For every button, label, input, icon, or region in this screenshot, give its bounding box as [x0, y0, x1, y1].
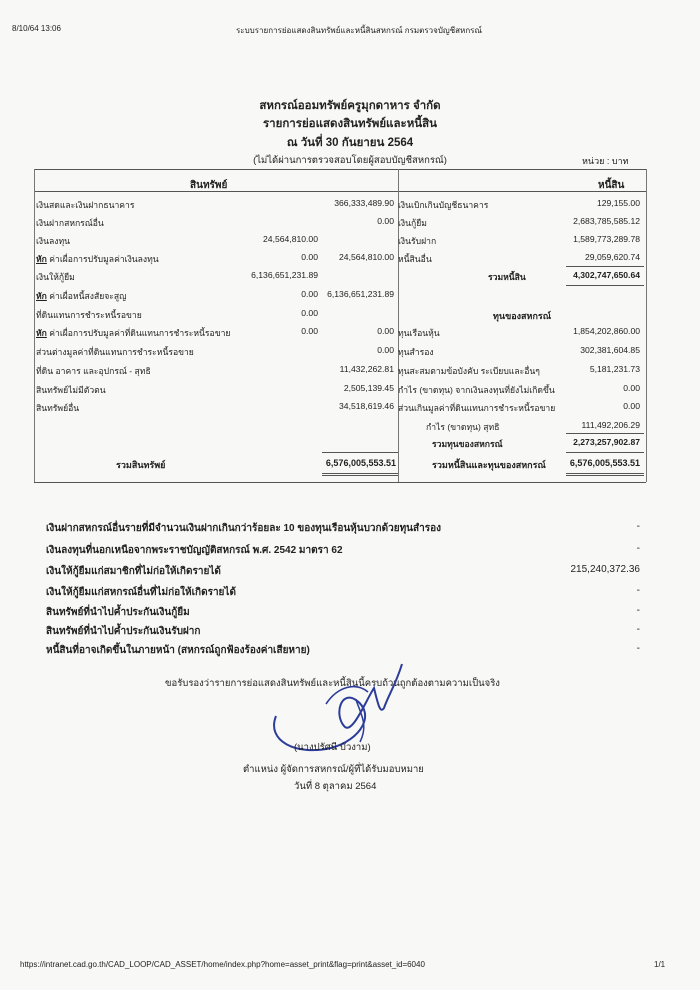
footnote-row: [46, 543, 640, 559]
footnote-value: -: [636, 605, 640, 616]
equity-row: [0, 420, 700, 434]
total-assets-rule: [322, 452, 398, 453]
grand-total-underline: [566, 473, 644, 474]
asset-label: ค่าเผื่อการปรับมูลค่าที่ดินแทนการชำระหนี้รอขาย: [46, 328, 231, 338]
equity-row: [0, 383, 700, 397]
total-equity-value: 2,273,257,902.87: [573, 437, 640, 447]
asset-label: เงินฝากสหกรณ์อื่น: [36, 218, 104, 228]
total-liab-equity-value: 6,576,005,553.51: [569, 458, 640, 468]
equity-row: [0, 401, 700, 415]
asset-label: ค่าเผื่อการปรับมูลค่าเงินลงทุน: [46, 254, 159, 264]
table-bottom-rule: [34, 482, 646, 483]
total-liabilities-rule: [566, 266, 644, 267]
liability-label: เงินกู้ยืม: [398, 218, 427, 228]
certification-statement: ขอรับรองว่ารายการย่อแสดงสินทรัพย์และหนี้สินนี้ครบถ้วนถูกต้องตามความเป็นจริง: [165, 678, 500, 689]
footnote-row: [46, 564, 640, 580]
asset-amount: 6,136,651,231.89: [251, 270, 318, 280]
footnote-label: สินทรัพย์ที่นำไปค้ำประกันเงินกู้ยืม: [46, 607, 190, 618]
asset-label: สินทรัพย์ไม่มีตัวตน: [36, 385, 106, 395]
footnote-label: เงินฝากสหกรณ์อื่นรายที่มีจำนวนเงินฝากเกินกว่าร้อยละ 10 ของทุนเรือนหุ้นบวกด้วยทุนสำรอง: [46, 523, 441, 534]
liability-row: [0, 216, 700, 230]
equity-label: กำไร (ขาดทุน) สุทธิ: [426, 422, 500, 432]
footnote-value: -: [636, 643, 640, 654]
deduct-prefix: หัก: [36, 254, 47, 264]
liability-row: [0, 252, 700, 266]
asset-label: ที่ดิน อาคาร และอุปกรณ์ - สุทธิ: [36, 366, 151, 376]
equity-label: ทุนสำรอง: [398, 347, 434, 357]
asset-label: เงินสดและเงินฝากธนาคาร: [36, 200, 135, 210]
asset-label: เงินลงทุน: [36, 236, 71, 246]
unit-label: หน่วย : บาท: [582, 156, 629, 166]
page-number: 1/1: [654, 960, 666, 969]
asset-total: 11,432,262.81: [339, 364, 394, 374]
total-assets-value: 6,576,005,553.51: [325, 458, 396, 468]
liabilities-heading: หนี้สิน: [598, 180, 625, 191]
asset-total: 0.00: [377, 216, 394, 226]
equity-row: [0, 345, 700, 359]
equity-total: 0.00: [623, 401, 640, 411]
equity-total: 302,381,604.85: [580, 345, 640, 355]
footnote-value: -: [636, 585, 640, 596]
equity-total: 111,492,206.29: [581, 420, 640, 430]
equity-label: ทุนเรือนหุ้น: [398, 328, 440, 338]
audit-note: (ไม่ได้ผ่านการตรวจสอบโดยผู้สอบบัญชีสหกรณ์): [253, 155, 447, 166]
total-equity-row: [0, 437, 700, 451]
report-title: รายการย่อแสดงสินทรัพย์และหนี้สิน: [262, 118, 438, 130]
asset-amount: 0.00: [301, 308, 318, 318]
equity-row: [0, 326, 700, 340]
total-assets-double-underline: [322, 475, 398, 476]
liability-total: 2,683,785,585.12: [573, 216, 640, 226]
liability-total: 129,155.00: [596, 198, 640, 208]
asset-row: [0, 308, 700, 322]
asset-amount: 0.00: [301, 252, 318, 262]
footnote-label: หนี้สินที่อาจเกิดขึ้นในภายหน้า (สหกรณ์ถูกฟ้องร้องค่าเสียหาย): [46, 645, 310, 656]
print-url: https://intranet.cad.go.th/CAD_LOOP/CAD_ASSET/home/index.php?home=asset_print&flag=print&asset_id=6040: [20, 960, 425, 969]
equity-total: 0.00: [623, 383, 640, 393]
asset-label: ส่วนต่างมูลค่าที่ดินแทนการชำระหนี้รอขาย: [36, 347, 194, 357]
footnote-value: -: [636, 543, 640, 554]
liability-total: 29,059,620.74: [585, 252, 640, 262]
asset-amount: 24,564,810.00: [263, 234, 318, 244]
liability-label: เงินเบิกเกินบัญชีธนาคาร: [398, 200, 489, 210]
grand-total-rule: [566, 452, 644, 453]
assets-heading: สินทรัพย์: [190, 180, 228, 191]
asset-total: 34,518,619.46: [339, 401, 394, 411]
report-date: ณ วันที่ 30 กันยายน 2564: [286, 137, 414, 149]
table-header-rule: [34, 191, 646, 192]
table-top-rule: [34, 169, 646, 170]
footnote-value: 215,240,372.36: [570, 564, 640, 575]
liability-total: 1,589,773,289.78: [573, 234, 640, 244]
footnote-row: [46, 585, 640, 601]
footnote-label: เงินให้กู้ยืมแก่สหกรณ์อื่นที่ไม่ก่อให้เกิดรายได้: [46, 587, 236, 598]
equity-label: กำไร (ขาดทุน) จากเงินลงทุนที่ยังไม่เกิดขึ้น: [398, 385, 555, 395]
deduct-prefix: หัก: [36, 328, 47, 338]
liability-label: หนี้สินอื่น: [398, 254, 432, 264]
total-liabilities-row: [0, 270, 700, 284]
equity-heading: ทุนของสหกรณ์: [493, 311, 552, 321]
equity-label: ทุนสะสมตามข้อบังคับ ระเบียบและอื่นๆ: [398, 366, 540, 376]
liability-row: [0, 234, 700, 248]
total-equity-rule: [566, 433, 644, 434]
signature-date: วันที่ 8 ตุลาคม 2564: [294, 781, 377, 792]
total-liabilities-value: 4,302,747,650.64: [573, 270, 640, 280]
asset-total: 0.00: [377, 345, 394, 355]
footnote-label: เงินให้กู้ยืมแก่สมาชิกที่ไม่ก่อให้เกิดรายได้: [46, 566, 221, 577]
footnote-label: สินทรัพย์ที่นำไปค้ำประกันเงินรับฝาก: [46, 626, 201, 637]
asset-total: 0.00: [377, 326, 394, 336]
asset-amount: 0.00: [301, 289, 318, 299]
grand-total-double-underline: [566, 475, 644, 476]
coop-name: สหกรณ์ออมทรัพย์ครูมุกดาหาร จำกัด: [259, 100, 441, 112]
equity-total: 1,854,202,860.00: [573, 326, 640, 336]
asset-total: 6,136,651,231.89: [327, 289, 394, 299]
asset-total: 366,333,489.90: [334, 198, 394, 208]
footnote-label: เงินลงทุนที่นอกเหนือจากพระราชบัญญัติสหกรณ์ พ.ศ. 2542 มาตรา 62: [46, 545, 343, 556]
signer-name: (นางปรัศนี บัวงาม): [294, 742, 371, 753]
equity-label: ส่วนเกินมูลค่าที่ดินแทนการชำระหนี้รอขาย: [398, 403, 556, 413]
total-assets-underline: [322, 473, 398, 474]
asset-label: ที่ดินแทนการชำระหนี้รอขาย: [36, 310, 142, 320]
footnote-row: [46, 624, 640, 640]
asset-label: ค่าเผื่อหนี้สงสัยจะสูญ: [46, 291, 127, 301]
asset-label: เงินให้กู้ยืม: [36, 272, 75, 282]
system-title: ระบบรายการย่อแสดงสินทรัพย์และหนี้สินสหกรณ์ กรมตรวจบัญชีสหกรณ์: [236, 26, 482, 35]
liability-row: [0, 198, 700, 212]
footnote-row: [46, 521, 640, 537]
footnote-value: -: [636, 624, 640, 635]
signer-position: ตำแหน่ง ผู้จัดการสหกรณ์/ผู้ที่ได้รับมอบหมาย: [243, 764, 424, 775]
total-liabilities-label: รวมหนี้สิน: [488, 272, 526, 282]
asset-total: 24,564,810.00: [339, 252, 394, 262]
asset-total: 2,505,139.45: [343, 383, 394, 393]
total-equity-label: รวมทุนของสหกรณ์: [432, 439, 503, 449]
total-assets-label: รวมสินทรัพย์: [116, 460, 166, 470]
equity-total: 5,181,231.73: [589, 364, 640, 374]
total-liab-equity-label: รวมหนี้สินและทุนของสหกรณ์: [432, 460, 546, 470]
footnote-row: [46, 605, 640, 621]
asset-row: [0, 289, 700, 303]
deduct-prefix: หัก: [36, 291, 47, 301]
equity-row: [0, 364, 700, 378]
footnote-value: -: [636, 521, 640, 532]
liability-label: เงินรับฝาก: [398, 236, 437, 246]
asset-amount: 0.00: [301, 326, 318, 336]
total-liabilities-underline: [566, 285, 644, 286]
grand-total-row: [0, 458, 700, 472]
print-datetime: 8/10/64 13:06: [12, 24, 61, 33]
asset-label: สินทรัพย์อื่น: [36, 403, 80, 413]
